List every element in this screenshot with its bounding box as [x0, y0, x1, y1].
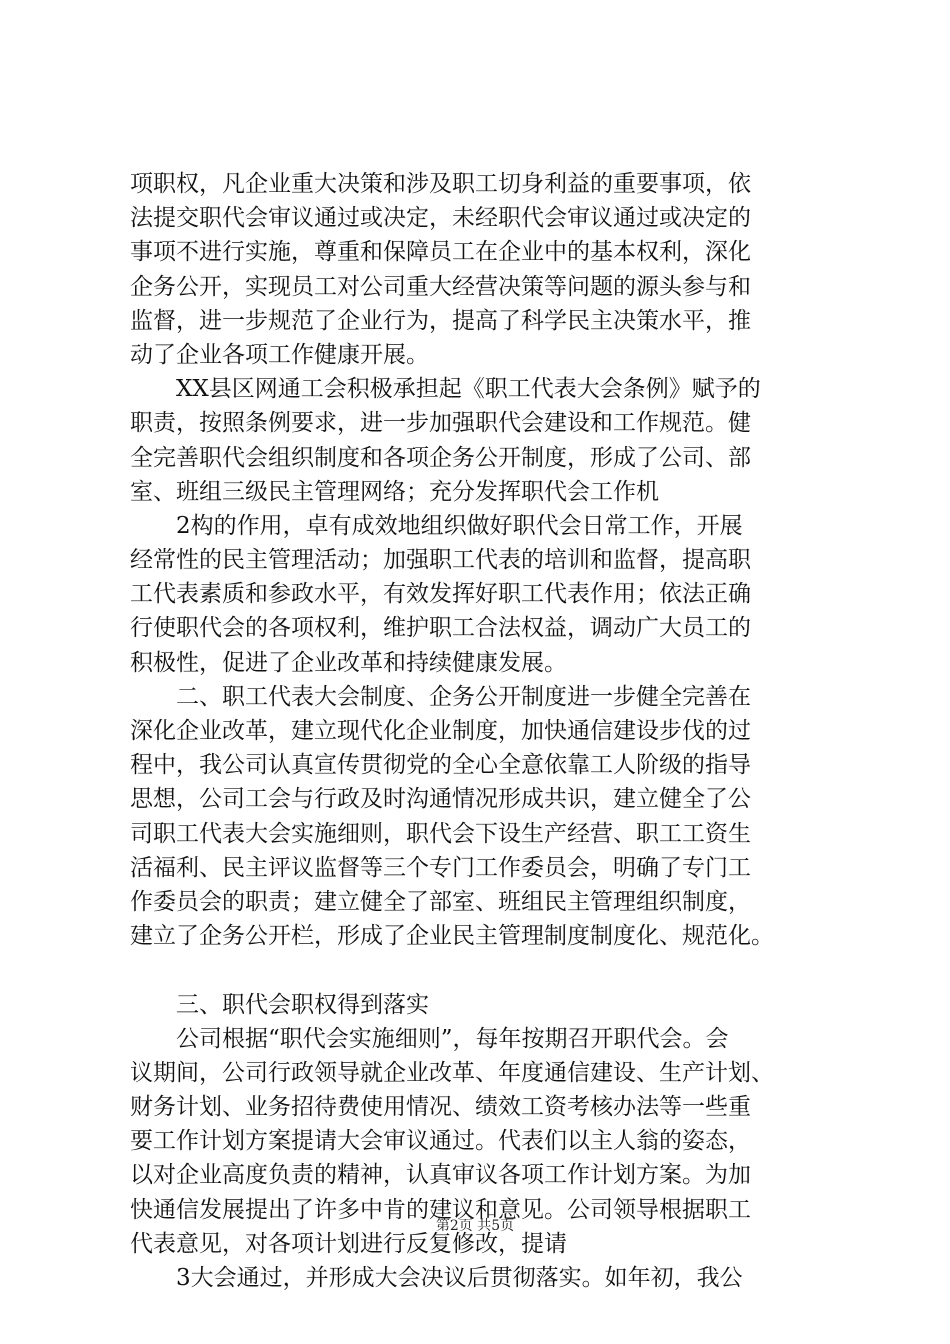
text-line: 公司根据“职代会实施细则”，每年按期召开职代会。会	[176, 1025, 729, 1052]
text-line: 项职权，凡企业重大决策和涉及职工切身利益的重要事项，依	[130, 171, 751, 197]
text-line: 作委员会的职责；建立健全了部室、班组民主管理组织制度，	[130, 888, 751, 915]
document-body	[130, 167, 842, 1295]
text-line: 经常性的民主管理活动；加强职工代表的培训和监督，提高职	[130, 547, 751, 574]
text-line: 工代表素质和参政水平，有效发挥好职工代表作用；依法正确	[130, 581, 751, 608]
text-line: 职责，按照条例要求，进一步加强职代会建设和工作规范。健	[130, 410, 751, 437]
text-line: 活福利、民主评议监督等三个专门工作委员会，明确了专门工	[130, 854, 751, 881]
text-line: 动了企业各项工作健康开展。	[130, 341, 429, 368]
text-line: 思想，公司工会与行政及时沟通情况形成共识，建立健全了公	[130, 786, 751, 813]
text-line: 议期间，公司行政领导就企业改革、年度通信建设、生产计划、	[130, 1059, 774, 1086]
text-line: 企务公开，实现员工对公司重大经营决策等问题的源头参与和	[130, 273, 751, 300]
text-line: 二、职工代表大会制度、企务公开制度进一步健全完善在	[176, 683, 751, 710]
text-line: 快通信发展提出了许多中肯的建议和意见。公司领导根据职工	[130, 1196, 751, 1223]
text-line: 建立了企务公开栏，形成了企业民主管理制度制度化、规范化。	[130, 923, 774, 950]
text-line: 2构的作用，卓有成效地组织做好职代会日常工作，开展	[176, 512, 743, 539]
text-line: 监督，进一步规范了企业行为，提高了科学民主决策水平，推	[130, 307, 751, 334]
text-line: 事项不进行实施，尊重和保障员工在企业中的基本权利，深化	[130, 239, 751, 266]
text-line: 全完善职代会组织制度和各项企务公开制度，形成了公司、部	[130, 444, 751, 471]
text-line: 三、职代会职权得到落实	[176, 991, 429, 1018]
text-line: 代表意见，对各项计划进行反复修改，提请	[130, 1230, 567, 1257]
text-line: 行使职代会的各项权利，维护职工合法权益，调动广大员工的	[130, 615, 751, 642]
text-line: 法提交职代会审议通过或决定，未经职代会审议通过或决定的	[130, 205, 751, 232]
text-line: 要工作计划方案提请大会审议通过。代表们以主人翁的姿态，	[130, 1128, 751, 1155]
blank-line	[130, 953, 842, 987]
text-line: 以对企业高度负责的精神，认真审议各项工作计划方案。为加	[130, 1162, 751, 1189]
text-line: 积极性，促进了企业改革和持续健康发展。	[130, 649, 567, 676]
text-line: 财务计划、业务招待费使用情况、绩效工资考核办法等一些重	[130, 1094, 751, 1121]
text-line: XX县区网通工会积极承担起《职工代表大会条例》赋予的	[176, 376, 761, 403]
text-line: 3大会通过，并形成大会决议后贯彻落实。如年初，我公	[176, 1265, 743, 1291]
text-line: 室、班组三级民主管理网络；充分发挥职代会工作机	[130, 478, 659, 505]
page-footer: 第2页 共5页	[435, 1218, 515, 1234]
text-line: 程中，我公司认真宣传贯彻党的全心全意依靠工人阶级的指导	[130, 752, 751, 779]
text-line: 司职工代表大会实施细则，职代会下设生产经营、职工工资生	[130, 820, 751, 847]
text-line: 深化企业改革，建立现代化企业制度，加快通信建设步伐的过	[130, 718, 751, 744]
